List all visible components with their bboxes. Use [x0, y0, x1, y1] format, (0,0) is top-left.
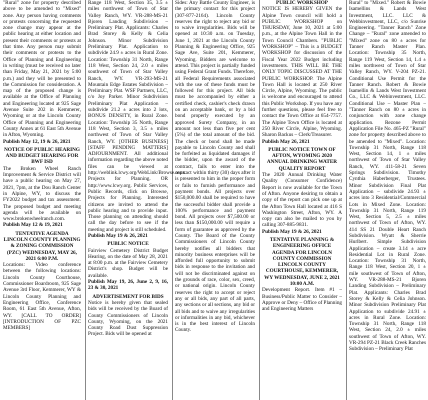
publication-dates: Publish May 19 & 26, 2021 [262, 228, 322, 235]
column-1 [3, 0, 81, 400]
publication-dates: Publish May 26, 2021 [262, 138, 310, 145]
body-text: NOTICE IS HEREBY GIVEN the Alpine Town council will hold a PUBLIC WORKSHOP on THURSDAY, June 10, 2021 at 5:00 p.m., at the Alpine Town Hall in the Town Council Chambers. "PUBLIC WORKSHOP" – This is a BUDGET WORKSHOP for discussion of the Fiscal Year 2022 Budget including investments. THIS WILL BE THE ONLY TOPIC DISCUSSED AT THE PUBLIC WORKSHOP. The Alpine Town Hall is located at 250 River Circle, Alpine, Wyoming. The public is welcome and encouraged to attend this Public Workshop. If you have any further questions, please feel free to contact the Town Office at 654-7757. The Alpine Town Office is located at 250 River Circle, Alpine, Wyoming. Sharon Backus – Clerk/Treasurer. [262, 6, 342, 139]
body-text: Fairview Cemetery District Budget Hearing, on the date of May 28, 2021 at 8:00 p.m. at the Fairview Cemetery District's shop. Budget will be available. [88, 247, 168, 279]
publication-dates: Publish May 12, 19 & 26, 2021 [3, 138, 71, 145]
notice-heading: NOTICE OF PUBLIC HEARING AND BUDGET HEARING FOR BWF ISD [4, 146, 80, 166]
body-text: "Rural" zone for property described above to be amended to "Mixed" zone. Any person having comments or protests concerning the requested zone change may appear at the public hearing at either location and present their comments or protests at that time. Any person may submit their comments or protests to the Office of Planning and Engineering in writing (must be received no later than Friday, May 21, 2021 by 5:00 p.m.) and they will be presented to the Commission for consideration. A map of the proposed change is available at the Office of Planning and Engineering located at 925 Sage Avenue Suite 202 in Kemmerer, Wyoming or at the Lincoln County Office of Planning and Engineering County Annex at 61 East 5th Avenue in Afton, Wyoming. [3, 0, 81, 139]
column-rule [259, 0, 260, 400]
body-text: Locations: Video conference between the following locations: Lincoln County Courthouse, Commissioner Boardroom, 925 Sage Avenue 3rd Floor, Kemmerer, WY & Lincoln County Planning and Engineering Office, Conference Room, 61 East 5th Avenue, Afton, WY. [CALL TO ORDER] [INTRODUCTION OF PZC MEMBERS] [3, 262, 81, 332]
body-text: The 2020 Annual Drinking Water Quality (Consumer Confidence) Report is now available for the Town of Afton. Anyone desiring to obtain a copy of the report can pick one up at the Afton Town Hall located at 416 S Washington Street, Afton, WY. A copy can also be mailed to you by calling 307-885-9831. [262, 172, 342, 229]
publication-dates: Publish May 19 & 26, 2021 [88, 232, 148, 239]
column-5 [349, 0, 426, 400]
body-text: Notice is hereby given that sealed bids will be received by the Board of County Commissioners of Lincoln County, Wyoming, on the 2021 County Road Dust Suppression Project. Bids will be opened at [88, 299, 168, 338]
column-rule [85, 0, 86, 400]
body-text: The Broken Wheel Ranch Improvement & Service District will have a public hearing on May 27, 2021, 7pm, at the Dou Ranch Center in Alpine, WY, to discuss the FY2022 budget and tax assessment. The proposed budget and meeting agenda will be available on www.brokenwheelranch.com. [3, 165, 81, 223]
column-rule [172, 0, 173, 400]
notice-heading: PUBLIC WORKSHOP [276, 0, 328, 6]
body-text: Rural" to "Mixed." Robert & Bowie Isamellins & Lands West Investment, LLC. LLC & Webbinvestment, LLC, c/o Sunrise Engineering. "Tanner Ranch" Zone Change – "Rural" zone amended to "Mixed" zone on 80 ± acres for Tanner Ranch Master Plan. Location: Township 35 North, Range 119 West, Section 14, 1.4 ± miles northwest of Town of Star Valley Ranch, WY. V-204 PZ-21. Conditional Use Permit for the Tanner Ranch. Robert & Bowie Isamellin & Lands West Investment Co., LLC & Webinvestment, LLC. Conditional Use – Master Plan – "Tanner Ranch on 80 ± acres in conjunction with zone change application. Rezone Permit Application File No. 465-PZ "Rural" zone for property described above to be amended to "Mixed". Location: Township 31 North, Range 118 West, Section 14, 1 ± miles northwest of Town of Star Valley Ranch, WY. 411-58-21 Seven Springs Subdivision. Timothy Cynthia Haberberger, Trustees. Minor Subdivision Final Plat Application – subdivide 24.93 ± acres into 3 Residential/Commercial Lots in Mixed Zone. Location: Township 31 North, Range 119 West, Section 5, 2.5 ± miles northwest of Town of Afton, WY. 414 SS 21 Double Heart Ranch Subdivision. Wyatt & Sherrie Hurlbert. Simple Subdivision Application – create 3.14 ± acre Residential Lot in Rural Zone. Location: Township 31 North, Range 118 West, Section 20, 1 ± mile southwest of Town of Afton, WY. VR-288-MS-21 Bjoren Landing Subdivision – Preliminary Plat. Applicants: Charles Brad Storey & Kelly & Celia Johnson. Minor Subdivision Preliminary Plat Application to subdivide 24.91 ± acres in Rural Zone. Location: Township 31 North, Range 118 West, Section 24, 2.0 ± miles southwest of Town of Afton, WY. VR-294 PZ-21 Black Creek Ranches Subdivision – Preliminary Plat [349, 0, 426, 353]
body-text: Range 118 West, Section 35, 3.5 ± miles northwest of Town of Star Valley Ranch, WY. VR-288-MS-21 Bjoren Landing Subdivision – Preliminary Plat. Applicants: Charles Brad Storey & Kelly & Celia Johnson. Minor Subdivision Preliminary Plat. Application to subdivide 24.9 ± acres in Rural Zone. Location: Township 31 North, Range 118 West, Section 24, 2.0 ± miles southwest of Town of Star Valley Ranch, WY. VR-293-MS-21 Mountain Edge Estates Subdivision – Preliminary Plat. WSF Partners, LLC, c/o Joy Parker. Minor Subdivision Preliminary Plat Application – subdivide 21.2 ± acres into 2 lots, BONUS DENSITY, in Rural Zone. Location: Township 35 North, Range 118 West, Section 3, 3.5 ± miles northwest of Town of Star Valley Ranch, WY. [OTHER BUSINESS] [STAFF PENDING MATTERS] ADJOURNMENT. All additional information regarding the above noted files can be viewed at http://weblink.lcwy.org/WebLink/Browse.aspx. Projects for Planning. OR http://www.lcwy.org. Public Services, Public Records, click on Browse, Projects for Planning. Interested citizens are invited to attend the public hearing and to provide input. Those planning on attending should call the day before to see if the meeting and project is still scheduled. [88, 0, 187, 233]
column-2 [88, 0, 187, 400]
body-text: Development Report. Item #1 – Business/Public Matter to Consider – Approve or Deny – Office of Planning and Engineering Matters [262, 287, 343, 313]
notice-heading: PUBLIC NOTICE [107, 241, 149, 248]
notice-heading: PUBLIC NOTICE TOWN OF AFTON, WYOMING 2020 ANNUAL DRINKING WATER QUALITY REPORT [266, 146, 338, 172]
notice-heading: TENTATIVE AGENDA LINCOLN COUNTY PLANNING & ZONING COMMISSION (PZC) WEDNESDAY, MAY 26, 2021 6:00 P.M. [3, 230, 81, 262]
notice-heading: ADVERTISEMENT FOR BIDS [92, 293, 164, 300]
body-text: Sides: Any Battle County Engineer, is the primary contact for this project (307-877-2164). Lincoln County reserves the right to reject any bid or to waive irregularities. Bids will be opened at 10:30 a.m. on Tuesday, June 1, 2021 at the Lincoln County Planning & Engineering Office, 925 Sage Ave, Suite 201, Kemmerer, Wyoming. Bidders are welcome to attend. This project is partially funded using Federal Grant Funds. Therefore, all Federal Requirements associated with the use of these funds must be followed for this project. All bids must be accompanied by either a certified check, cashier's check drawn on an acceptable bank, or by a bid bond properly executed by an approved Surety Company, in an amount not less than five per cent (5%) of the total amount of the bid. The check or bond shall be made payable to Lincoln County and shall be forfeited as liquidated damages if the bidder, upon the award of the contract, fails to enter into the contract within thirty (30) days after it is presented to him in the proper form or fails to furnish performance and payment bonds. All projects over $150,000.00 shall be required to have the successful bidder shall provide a 100% performance and payment bond. All projects over $7,500.00 or less than $150,000.00 will require a form of guarantee as approved by the County. The Board of the County Commissioners of Lincoln County hereby notifies all bidders that minority business enterprises will be afforded full opportunity to submit bids in response to the invitation and will not be discriminated against on the grounds of race, color, sex, creed, or national origin. Lincoln County reserves the right to accept or reject any or all bids, any part of all parts, any sections or all sections, any bid or all bids and to waive any irregularities or informalities in any bid, whichever is in the best interest of Lincoln County. [175, 0, 255, 334]
publication-dates: Publish May 19, 26, June 2, 9, 16, 23 & 30, 2021 [88, 279, 168, 292]
publication-dates: Publish May 12 & 19, 2021 [3, 222, 63, 229]
notice-heading: TENTATIVE PLANNING & ENGINEERING OFFICE AGENDA FOR LINCOLN COUNTY COMMISSION LINCOLN COUNTY COURTHOUSE, KEMMERER, WY WEDNESDAY, JUNE 2, 2021 10:00 A.M. [264, 236, 340, 288]
column-4 [262, 0, 342, 400]
column-rule [346, 0, 347, 400]
column-3 [175, 0, 255, 400]
